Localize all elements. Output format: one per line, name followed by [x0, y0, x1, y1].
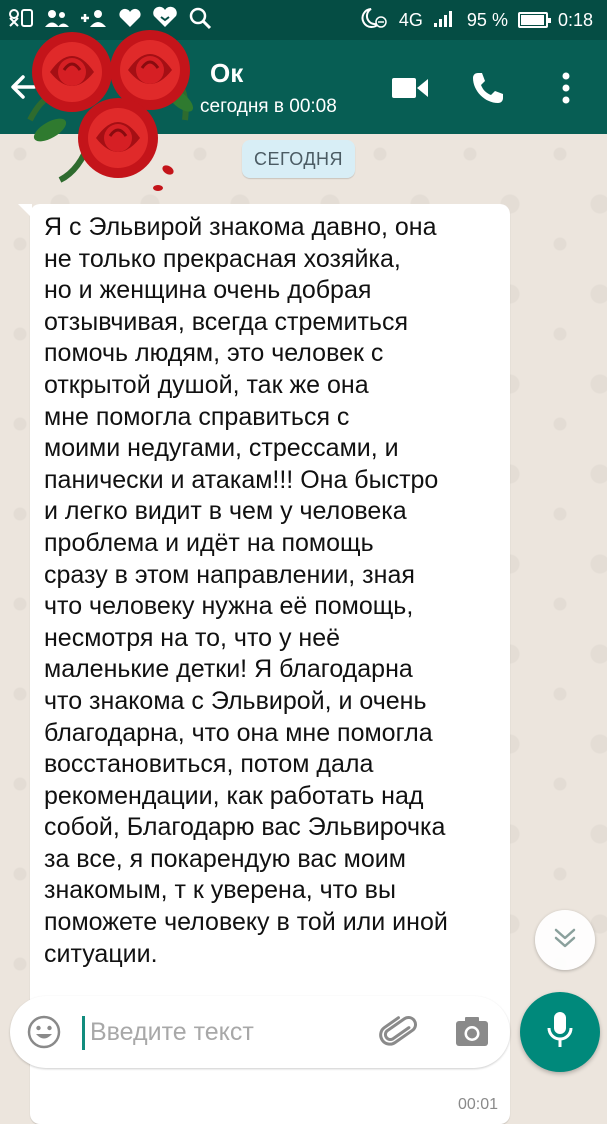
message-line: ситуации.	[44, 939, 158, 968]
network-type: 4G	[398, 9, 423, 30]
message-line: за все, я покарендую вас моим	[44, 844, 406, 873]
contact-name[interactable]: Ок	[210, 58, 244, 88]
message-text	[44, 212, 496, 970]
voice-record-button[interactable]	[520, 992, 600, 1072]
message-input[interactable]	[90, 1014, 360, 1050]
text-cursor	[82, 1016, 85, 1050]
message-line: рекомендации, как работать над	[44, 781, 424, 810]
message-line: знакомым, т к уверена, что вы	[44, 876, 396, 905]
message-line: маленькие детки! Я благодарна	[44, 655, 413, 684]
message-line: но и женщина очень добрая	[44, 276, 372, 305]
header-actions	[391, 70, 585, 106]
status-bar-right	[361, 7, 593, 33]
incoming-message-bubble[interactable]	[30, 204, 510, 1124]
message-time: 00:01	[457, 1096, 498, 1113]
message-line: мне помогла справиться с	[44, 402, 350, 431]
paperclip-icon[interactable]	[380, 1012, 418, 1052]
message-line: отзывчивая, всегда стремиться	[44, 307, 408, 336]
message-line: благодарна, что она мне помогла	[44, 718, 433, 747]
message-line: что знакома с Эльвирой, и очень	[44, 686, 427, 715]
message-line: Я с Эльвирой знакома давно, она	[44, 213, 437, 241]
camera-icon[interactable]	[454, 1014, 490, 1050]
battery-level	[521, 15, 544, 25]
chat-area[interactable]	[0, 134, 607, 1113]
microphone-icon	[547, 1011, 573, 1054]
message-line: не только прекрасная хозяйка,	[44, 244, 401, 273]
contact-avatar[interactable]	[20, 20, 200, 200]
message-line: сразу в этом направлении, зная	[44, 560, 415, 589]
message-line: восстановиться, потом дала	[44, 750, 374, 779]
message-line: помочь людям, это человек с	[44, 339, 384, 368]
phone-call-icon[interactable]	[469, 70, 507, 106]
message-line: несмотря на то, что у неё	[44, 623, 341, 652]
message-line: моими недугами, стрессами, и	[44, 434, 399, 463]
clock: 0:18	[557, 9, 593, 30]
message-line: собой, Благодарю вас Эльвирочка	[44, 813, 446, 842]
battery-percent: 95 %	[466, 9, 508, 30]
date-chip: СЕГОДНЯ	[242, 140, 355, 178]
more-vert-icon[interactable]	[547, 70, 585, 106]
message-line: проблема и идёт на помощь	[44, 528, 374, 557]
signal-icon	[433, 8, 457, 32]
battery-icon	[518, 12, 548, 28]
last-seen-status: сегодня в 00:08	[200, 96, 337, 117]
scroll-to-bottom-button[interactable]	[535, 910, 595, 970]
message-line: поможете человеку в той или иной	[44, 908, 448, 937]
do-not-disturb-icon	[361, 7, 389, 33]
message-line: открытой душой, так же она	[44, 370, 369, 399]
message-line: панически и атакам!!! Она быстро	[44, 465, 439, 494]
double-chevron-down-icon	[552, 926, 578, 955]
emoji-icon[interactable]	[26, 1014, 62, 1050]
message-line: что человеку нужна её помощь,	[44, 592, 414, 621]
message-composer	[10, 996, 510, 1068]
video-call-icon[interactable]	[391, 70, 429, 106]
roses-image	[20, 20, 200, 200]
message-line: и легко видит в чем у человека	[44, 497, 407, 526]
